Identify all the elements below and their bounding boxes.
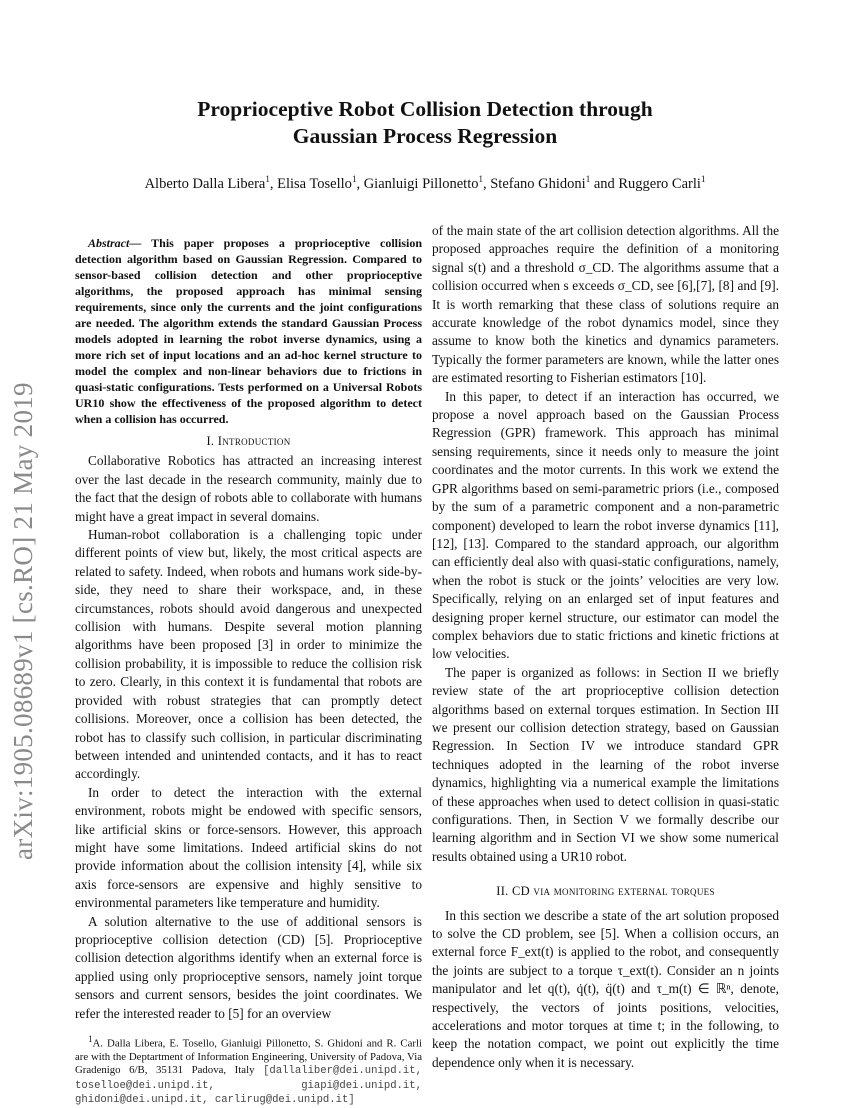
author	[618, 176, 705, 192]
author-affiliation: 1	[478, 174, 483, 184]
paper-title	[100, 96, 750, 150]
paragraph: The paper is organized as follows: in Section II we briefly review state of the art proprioceptive collision detection algorithms based on external torques estimation. In Section III we present our collision detection strategy, based on Gaussian Regression. In Section IV we introduce standard GPR techniques adopted in the learning of the robot inverse dynamics, highlighting via a numerical example the limitations of these approaches when used to detect collision in quasi-static configurations. Then, in Section V we formally describe our learning algorithm and in Section VI we show some numerical results obtained using a UR10 robot.	[432, 664, 779, 864]
abstract-text: This paper proposes a proprioceptive collision detection algorithm based on Gaussian Regression. Compared to sensor-based collision detection and other proprioceptive algorithms, the proposed approach has minimal sensing requirements, since only the currents and the joint configurations are needed. The algorithm extends the standard Gaussian Process models adopted in learning the robot inverse dynamics, using a more rich set of input locations and an ad-hoc kernel structure to model the complex and non-linear behaviors due to frictions in quasi-static configurations. Tests performed on a Universal Robots UR10 show the effectiveness of the proposed algorithm to detect when a collision has occurred.	[75, 236, 422, 426]
paragraph: In this section we describe a state of the art solution proposed to solve the CD problem, see [5]. When a collision occurs, an external force F_ext(t) is applied to the robot, and consequently the joints are subject to a torque τ_ext(t). Consider an n joints manipulator and let q(t), q̇(t), q̈(t) and τ_m(t) ∈ ℝⁿ, denote, respectively, the vectors of joints positions, velocities, accelerations and motor torques at time t; in the following, to keep the notation compact, we point out explicitly the time dependence only when it is necessary.	[432, 907, 779, 1070]
footnote-text: A. Dalla Libera, E. Tosello, Gianluigi Pillonetto, S. Ghidoni and R. Carli are with the Deptartment of Information Engineering, University of Padova, Via Gradenigo 6/B, 35131 Padova, Italy	[75, 1037, 422, 1077]
paragraph: of the main state of the art collision detection algorithms. All the proposed approaches require the definition of a monitoring signal s(t) and a threshold σ_CD. The algorithms assume that a collision occurred when s exceeds σ_CD, see [6],[7], [8] and [9]. It is worth remarking that these class of solutions require an accurate knowledge of the robot dynamics model, since they assume to know both the kinetics and dynamics parameters. Typically the former parameters are known, while the latter ones are estimated resorting to Fisherian estimators [10].	[432, 223, 779, 386]
author-affiliation: 1	[585, 174, 591, 184]
footnote-mark: 1	[88, 1034, 93, 1044]
author-affiliation: 1	[265, 174, 270, 184]
paragraph: In order to detect the interaction with the external environment, robots might be endowed with specific sensors, like artificial skins or force-sensors. However, this approach might have some limitations. Indeed artificial skins do not provide information about the collision intensity [4], while six axis force-sensors are expensive and highly sensitive to environmental parameters like temperature and humidity.	[75, 784, 422, 911]
paragraph: Human-robot collaboration is a challenging topic under different points of view but, likely, the most critical aspects are related to safety. Indeed, when robots and humans work side-by-side, they need to share their workspace, and, in these circumstances, robots should avoid dangerous and unexpected collision with humans. Despite several motion planning algorithms have been proposed [3] in order to minimize the collision probability, it is impossible to reduce the collision risk to zero. Clearly, in this context it is fundamental that robots are provided with robust strategies that can promptly detect collisions. Moreover, once a collision has been detected, the robot has to classify such collision, in particular discriminating between intended and unintended contacts, and it has to react accordingly.	[75, 527, 422, 782]
author: Alberto Dalla Libera$^1$,	[144, 174, 278, 192]
title-line-1: Proprioceptive Robot Collision Detection through	[197, 97, 653, 121]
paragraph: A solution alternative to the use of additional sensors is proprioceptive collision detection (CD) [5]. Proprioceptive collision detection algorithms identify when an external force is applied using only proprioceptive sensors, namely joint torque sensors and current sensors, besides the joint coordinates. We refer the interested reader to [5] for an overview	[75, 913, 422, 1021]
author-name: Stefano Ghidoni	[490, 175, 586, 192]
author-name: Alberto Dalla Libera	[144, 175, 266, 192]
abstract-label: Abstract—	[88, 236, 142, 250]
footnote-emails: [dallaliber@dei.unipd.it, toselloe@dei.unipd.it, giapi@dei.unipd.it, ghidoni@dei.unipd.it, carlirug@dei.unipd.it]	[75, 1065, 422, 1107]
author-affiliation: 1	[351, 174, 357, 184]
abstract	[75, 235, 422, 427]
left-column	[75, 235, 422, 1108]
author-name: Ruggero Carli	[618, 175, 701, 192]
section-heading-cd: II. CD via monitoring external torques	[496, 884, 715, 899]
author-affiliation: 1	[700, 174, 706, 184]
author: Stefano Ghidoni$^1$ and	[490, 174, 619, 192]
title-line-2: Gaussian Process Regression	[292, 124, 558, 148]
author: Elisa Tosello$^1$,	[277, 174, 364, 192]
right-column	[432, 222, 779, 1072]
author-name: Gianluigi Pillonetto	[363, 175, 479, 192]
paragraph: Collaborative Robotics has attracted an increasing interest over the last decade in the research community, mainly due to the fact that the design of robots able to collaborate with humans might have a great impact in several domains.	[75, 453, 422, 524]
author-list	[80, 174, 770, 193]
author: Gianluigi Pillonetto$^1$,	[363, 174, 491, 192]
section-heading-introduction: I. Introduction	[206, 434, 291, 448]
paragraph: In this paper, to detect if an interaction has occurred, we propose a novel approach based on the Gaussian Process Regression (GPR) framework. This approach has minimal sensing requirements, since it needs only to measure the joint coordinates and the motor currents. In this work we extend the GPR algorithms based on semi-parametric priors (i.e., composed by the sum of a parametric component and a non-parametric component) developed to learn the robot inverse dynamics [11], [12], [13]. Compared to the standard approach, our algorithm can efficiently deal also with quasi-static configurations, namely, when the robot is stuck or the joints’ velocities are very low. Specifically, relying on an enlarged set of input features and designing proper kernel structure, our estimator can model the complex behaviors due to static frictions and kinetic frictions at low velocities.	[432, 388, 779, 662]
footnote	[75, 1033, 422, 1108]
arxiv-stamp: arXiv:1905.08689v1 [cs.RO] 21 May 2019	[8, 382, 38, 860]
author-name: Elisa Tosello	[277, 175, 352, 192]
